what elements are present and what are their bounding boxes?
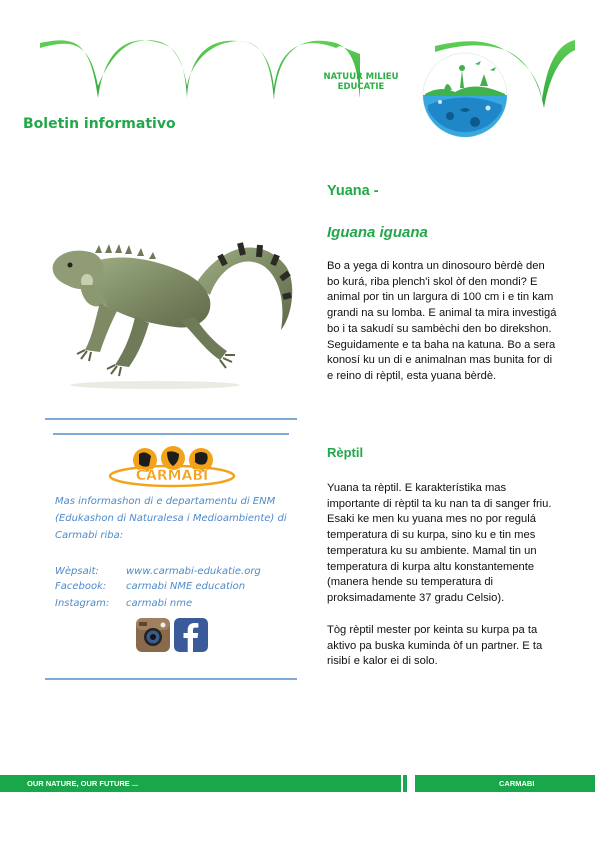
divider-bottom [45,678,297,680]
article-title: Yuana - [327,183,379,199]
contact-row-instagram [55,595,305,612]
carmabi-logo [107,446,237,490]
website-link[interactable]: www.carmabi-edukatie.org [126,566,261,577]
scientific-name: Iguana iguana [327,224,428,241]
reptile-paragraph-2: Tòg rèptil mester por keinta su kurpa pa ta aktivo pa buska kuminda òf un partner. E ta risibí e kalor ei di solo. [327,624,543,668]
footer-carmabi: CARMABI [499,779,535,788]
divider-top [45,418,297,420]
instagram-link[interactable]: carmabi nme [126,598,193,609]
nature-education-emblem [420,50,510,140]
iguana-illustration [45,225,300,390]
facebook-label: Facebook: [55,581,107,592]
footer-notch [407,775,415,792]
facebook-link[interactable]: carmabi NME education [126,581,246,592]
footer-slogan: OUR NATURE, OUR FUTURE ... [27,779,139,788]
footer-bar [0,775,595,792]
bulletin-title: Boletin informativo [23,116,176,132]
section-heading-reptile: Rèptil [327,445,364,460]
website-label: Wèpsait: [55,566,99,577]
brand-line2: EDUCATIE [337,82,385,92]
contact-description: Mas informashon di e departamentu di ENM (Edukashon di Naturalesa i Medioambiente) di Carmabi riba: [55,496,287,541]
reptile-paragraph-1: Yuana ta rèptil. E karakterístika mas importante di rèptil ta ku nan ta di sanger friu. Esaki ke men ku yuana mes no por regulá temperatura di su kurpa, sino ku e tin mes temperatura ku su ambiente. Mamal tin un temperatura di kurpa altu konstantemente (manera hende su temperatura di proksimadamente 37 gradu Celsio). [327,482,552,604]
divider-contact-top [53,433,289,435]
intro-paragraph: Bo a yega di kontra un dinosouro bèrdè den bo kurá, riba plench'i skol òf den mondi? E animal por tin un largura di 100 cm i e tin kam grandi na su lomba. E animal ta mira investigá bo i ta sakudí su sambèchi den bo direkshon. Seguidamente e ta baha na katuna. Bo a sera konosí ku un di e animalnan mas bunita for di e reino di rèptil, esta yuana bèrdè. [327,260,557,382]
facebook-icon[interactable] [174,618,208,652]
contact-row-facebook [55,578,305,595]
footer-notch-thin [401,775,403,792]
natuur-milieu-educatie-logo-text [318,72,404,92]
instagram-label: Instagram: [55,598,110,609]
instagram-icon[interactable] [136,618,170,652]
brand-line1: NATUUR MILIEU [323,72,399,82]
carmabi-logo-text: CARMABI [135,468,209,484]
